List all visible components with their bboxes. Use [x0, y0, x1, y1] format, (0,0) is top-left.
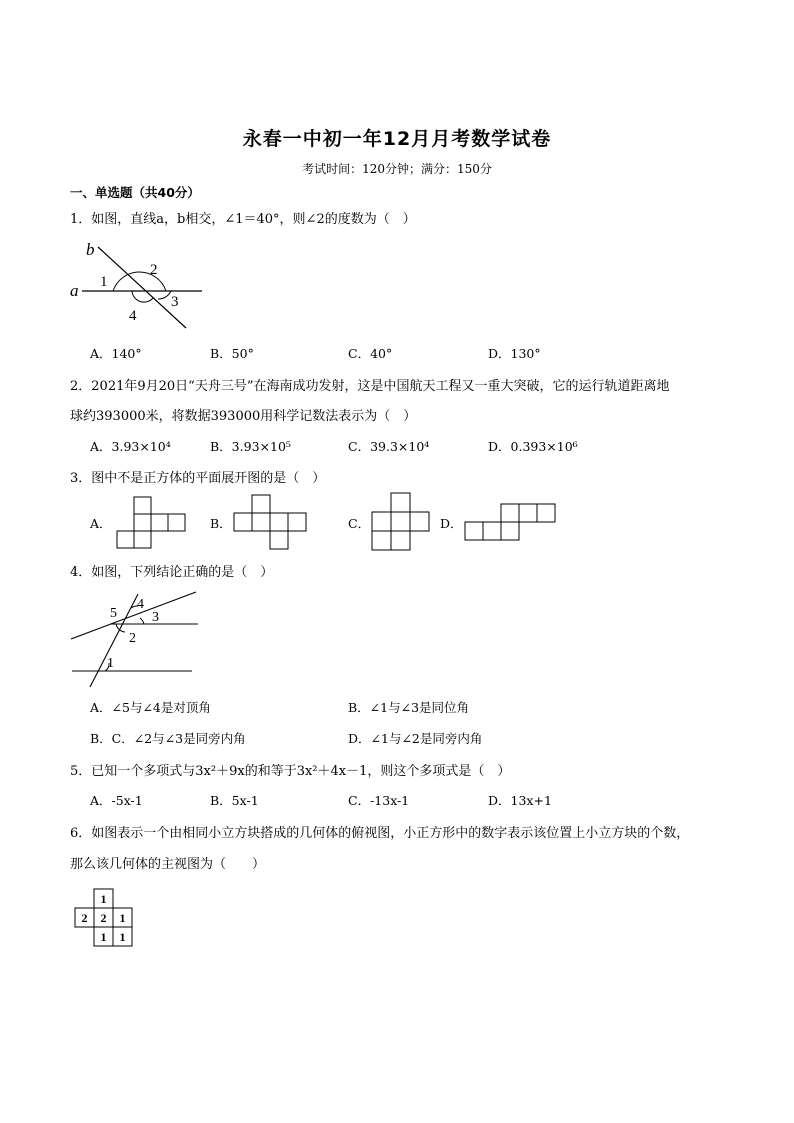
- question-5-stem: 5．已知一个多项式与3x²＋9x的和等于3x²＋4x－1，则这个多项式是（ ）: [70, 764, 511, 779]
- label-a: a: [70, 281, 79, 300]
- grid-cell-count: 1: [119, 930, 126, 944]
- q2-option-c: C．39.3×10⁴: [348, 439, 430, 454]
- angle-2-label: 2: [129, 631, 136, 646]
- question-3-stem: 3．图中不是正方体的平面展开图的是（ ）: [70, 471, 326, 486]
- q5-option-b: B．5x-1: [210, 793, 259, 808]
- q6-top-view-grid: [74, 888, 136, 950]
- angle-4-label: 4: [137, 597, 144, 612]
- angle-1-label: 1: [107, 656, 114, 671]
- question-1-figure: [60, 238, 220, 333]
- exam-info: 考试时间：120分钟；满分：150分: [302, 162, 492, 176]
- q5-option-d: D．13x+1: [488, 793, 552, 808]
- question-4-stem: 4．如图，下列结论正确的是（ ）: [70, 565, 274, 580]
- q1-option-c: C．40°: [348, 346, 393, 361]
- q3-net-c: [371, 492, 433, 554]
- question-6-stem-line2: 那么该几何体的主视图为（ ）: [70, 857, 266, 872]
- grid-cell-count: 2: [81, 911, 88, 925]
- grid-cell-count: 1: [100, 892, 107, 906]
- question-2-stem-line1: 2．2021年9月20日“天舟三号”在海南成功发射，这是中国航天工程又一重大突破，它的运行轨道距离地: [70, 379, 670, 394]
- question-6-stem-line1: 6．如图表示一个由相同小立方块搭成的几何体的俯视图，小正方形中的数字表示该位置上小立方块的个数，: [70, 826, 690, 841]
- q2-option-b: B．3.93×10⁵: [210, 439, 291, 454]
- grid-cell-count: 1: [100, 930, 107, 944]
- q2-option-d: D．0.393×10⁶: [488, 439, 578, 454]
- q2-option-a: A．3.93×10⁴: [90, 439, 171, 454]
- q4-option-b: B．∠1与∠3是同位角: [348, 700, 470, 715]
- angle-3-label: 3: [152, 610, 159, 625]
- question-4-figure: [68, 588, 208, 688]
- section-heading: 一、单选题（共40分）: [70, 185, 200, 200]
- page-title: 永春一中初一年12月月考数学试卷: [242, 128, 552, 150]
- q3-net-b: [233, 494, 309, 552]
- angle-3-label: 3: [171, 294, 179, 310]
- question-2-stem-line2: 球约393000米，将数据393000用科学记数法表示为（ ）: [70, 409, 417, 424]
- q3-option-a: A．: [90, 516, 112, 531]
- angle-4-label: 4: [129, 308, 137, 324]
- q3-option-d: D．: [440, 516, 463, 531]
- q3-option-b: B．: [210, 516, 232, 531]
- q3-option-c: C．: [348, 516, 371, 531]
- grid-cell-count: 2: [100, 911, 107, 925]
- q1-option-a: A．140°: [90, 346, 142, 361]
- grid-cell-count: 1: [119, 911, 126, 925]
- q5-option-a: A．-5x-1: [90, 793, 143, 808]
- q3-net-a: [116, 494, 188, 550]
- q1-option-b: B．50°: [210, 346, 254, 361]
- q4-option-a: A．∠5与∠4是对顶角: [90, 700, 211, 715]
- angle-1-label: 1: [100, 274, 108, 290]
- question-1-stem: 1．如图，直线a，b相交，∠1＝40°，则∠2的度数为（ ）: [70, 212, 416, 227]
- q5-option-c: C．-13x-1: [348, 793, 410, 808]
- angle-2-label: 2: [150, 262, 158, 278]
- q4-option-d: D．∠1与∠2是同旁内角: [348, 731, 483, 746]
- q1-option-d: D．130°: [488, 346, 541, 361]
- q3-net-d: [464, 503, 560, 543]
- angle-5-label: 5: [110, 606, 117, 621]
- label-b: b: [86, 240, 95, 259]
- q4-option-c: B．C．∠2与∠3是同旁内角: [90, 731, 246, 746]
